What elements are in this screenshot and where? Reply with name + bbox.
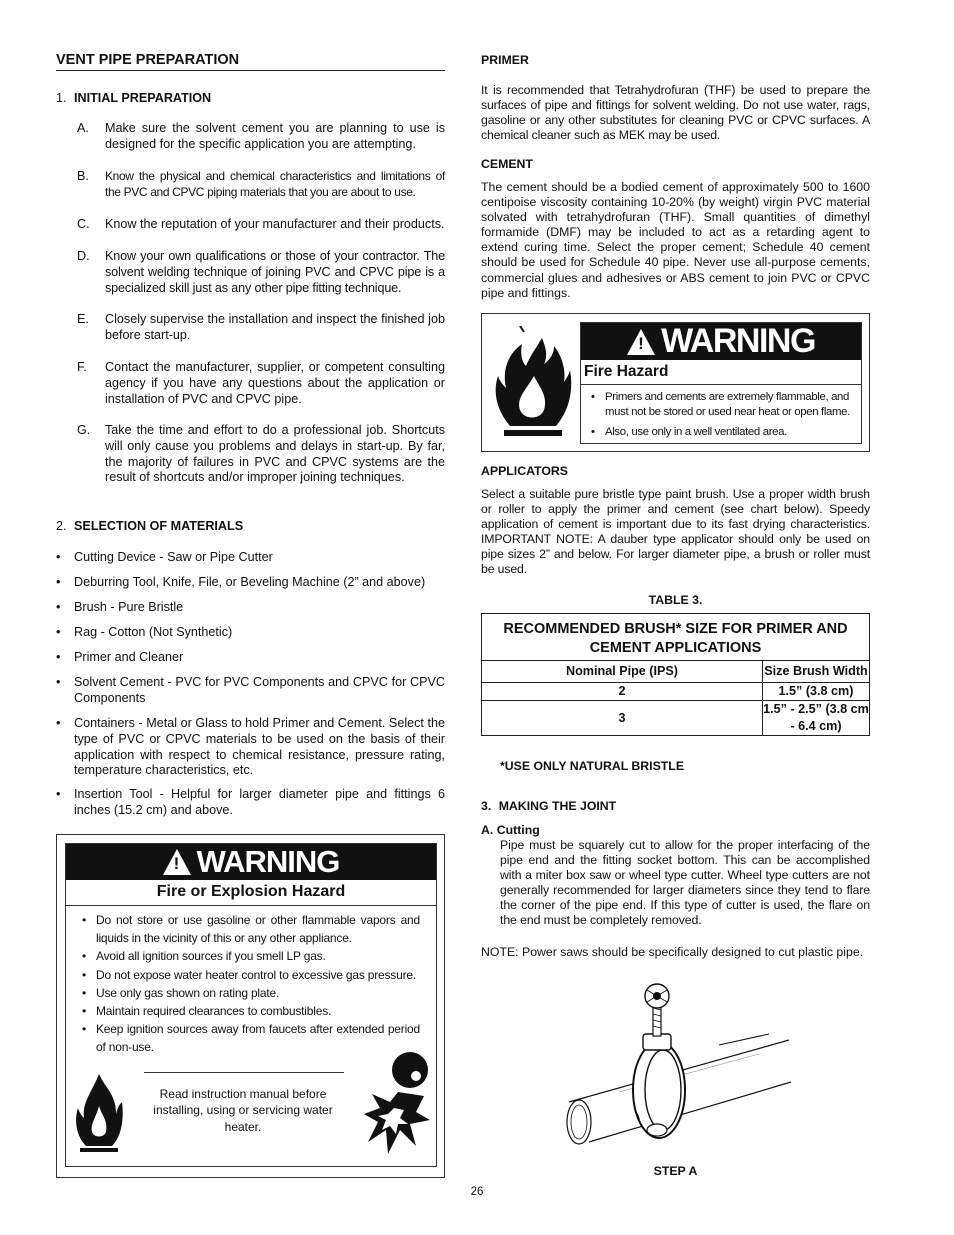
initial-prep-heading: 1. INITIAL PREPARATION xyxy=(56,91,212,105)
flame-icon xyxy=(494,326,572,444)
fire-hazard-warning xyxy=(481,313,870,452)
primer-text: It is recommended that Tetrahydrofuran (THF) be used to prepare the surfaces of pipe and fittings for solvent welding. Do not use water, rags, gasoline or any other substitutes for cleaning PVC or CPVC surfaces. A chemical cleaner such as MEK may be used. xyxy=(481,83,870,142)
warning-header: ! WARNING xyxy=(581,323,861,360)
page-number: 26 xyxy=(470,1186,484,1198)
figure-label: STEP A xyxy=(653,1164,698,1178)
table-row: 3 1.5” - 2.5” (3.8 cm - 6.4 cm) xyxy=(482,701,870,736)
primer-heading: PRIMER xyxy=(481,53,529,67)
materials-heading: 2. SELECTION OF MATERIALS xyxy=(56,519,244,533)
power-saw-note: NOTE: Power saws should be specifically designed to cut plastic pipe. xyxy=(481,945,864,959)
explosion-icon xyxy=(364,1050,432,1158)
fire-explosion-warning xyxy=(56,834,445,1178)
applicators-text: Select a suitable pure bristle type paint brush. Use a proper width brush or roller to apply the primer and cement (see chart below). Speedy application of cement is important due to its fast drying characteristics. IMPORTANT NOTE: A dauber type applicator should only be used on pipe sizes 2” and below. For larger diameter pipe, a brush or roller must be used. xyxy=(481,487,870,577)
applicators-heading: APPLICATORS xyxy=(481,464,568,478)
warning-subtitle: Fire Hazard xyxy=(584,363,669,380)
table-header-width: Size Brush Width xyxy=(763,661,870,683)
table-label: TABLE 3. xyxy=(648,593,703,607)
flame-icon xyxy=(72,1066,126,1156)
table-title: RECOMMENDED BRUSH* SIZE FOR PRIMER AND CEMENT APPLICATIONS xyxy=(482,614,870,661)
warning-footer: Read instruction manual before installing, using or servicing water heater. xyxy=(153,1087,333,1134)
section-title: VENT PIPE PREPARATION xyxy=(56,52,445,71)
table-header-pipe: Nominal Pipe (IPS) xyxy=(482,661,763,683)
warning-header: ! WARNING xyxy=(66,844,436,880)
warning-list: • Do not store or use gasoline or other flammable vapors and liquids in the vicinity of this or any other appliance. • Avoid all ignition sources if you smell LP gas. • Do not expose water heater control to excessive gas pressure. • Use only gas shown on rating plate. • Maintain required clearances to combustibles. • Keep ignition sources away from faucets after extended period of non-use. xyxy=(80,911,420,1057)
table-row: 2 1.5” (3.8 cm) xyxy=(482,683,870,701)
brush-table xyxy=(481,613,870,736)
joint-heading: 3. MAKING THE JOINT xyxy=(481,799,617,813)
warning-list: • Primers and cements are extremely flammable, and must not be stored or used near heat or open flame. • Also, use only in a well ventilated area. xyxy=(589,390,855,439)
cement-heading: CEMENT xyxy=(481,157,533,171)
warning-triangle-icon: ! xyxy=(163,849,191,875)
cement-text: The cement should be a bodied cement of approximately 500 to 1600 centipoise viscosity containing 10-20% (by weight) virgin PVC material solvated with tetrahydrofuran (THF). Small quantities of dimethyl formamide (DMF) may be included to act as a retarding agent to extend curing time. Select the proper cement; Schedule 40 cement should be used for Schedule 40 pipe. Never use all-purpose cements, commercial glues and adhesives or ABS cement to join PVC or CPVC pipe and fittings. xyxy=(481,180,870,300)
cutting-heading: A. Cutting xyxy=(481,823,540,837)
warning-subtitle: Fire or Explosion Hazard xyxy=(156,883,346,900)
warning-triangle-icon: ! xyxy=(627,329,655,355)
table-footnote: *USE ONLY NATURAL BRISTLE xyxy=(500,759,685,773)
pipe-cutter-illustration xyxy=(559,982,799,1154)
cutting-text: Pipe must be squarely cut to allow for the proper interfacing of the pipe end and the fitting socket bottom. This can be accomplished with a miter box saw or wheel type cutter. Wheel type cutters are not generally recommended for larger diameters since they tend to flare the corner of the pipe end. If this type of cutter is used, the flare on the end must be completely removed. xyxy=(500,838,870,928)
